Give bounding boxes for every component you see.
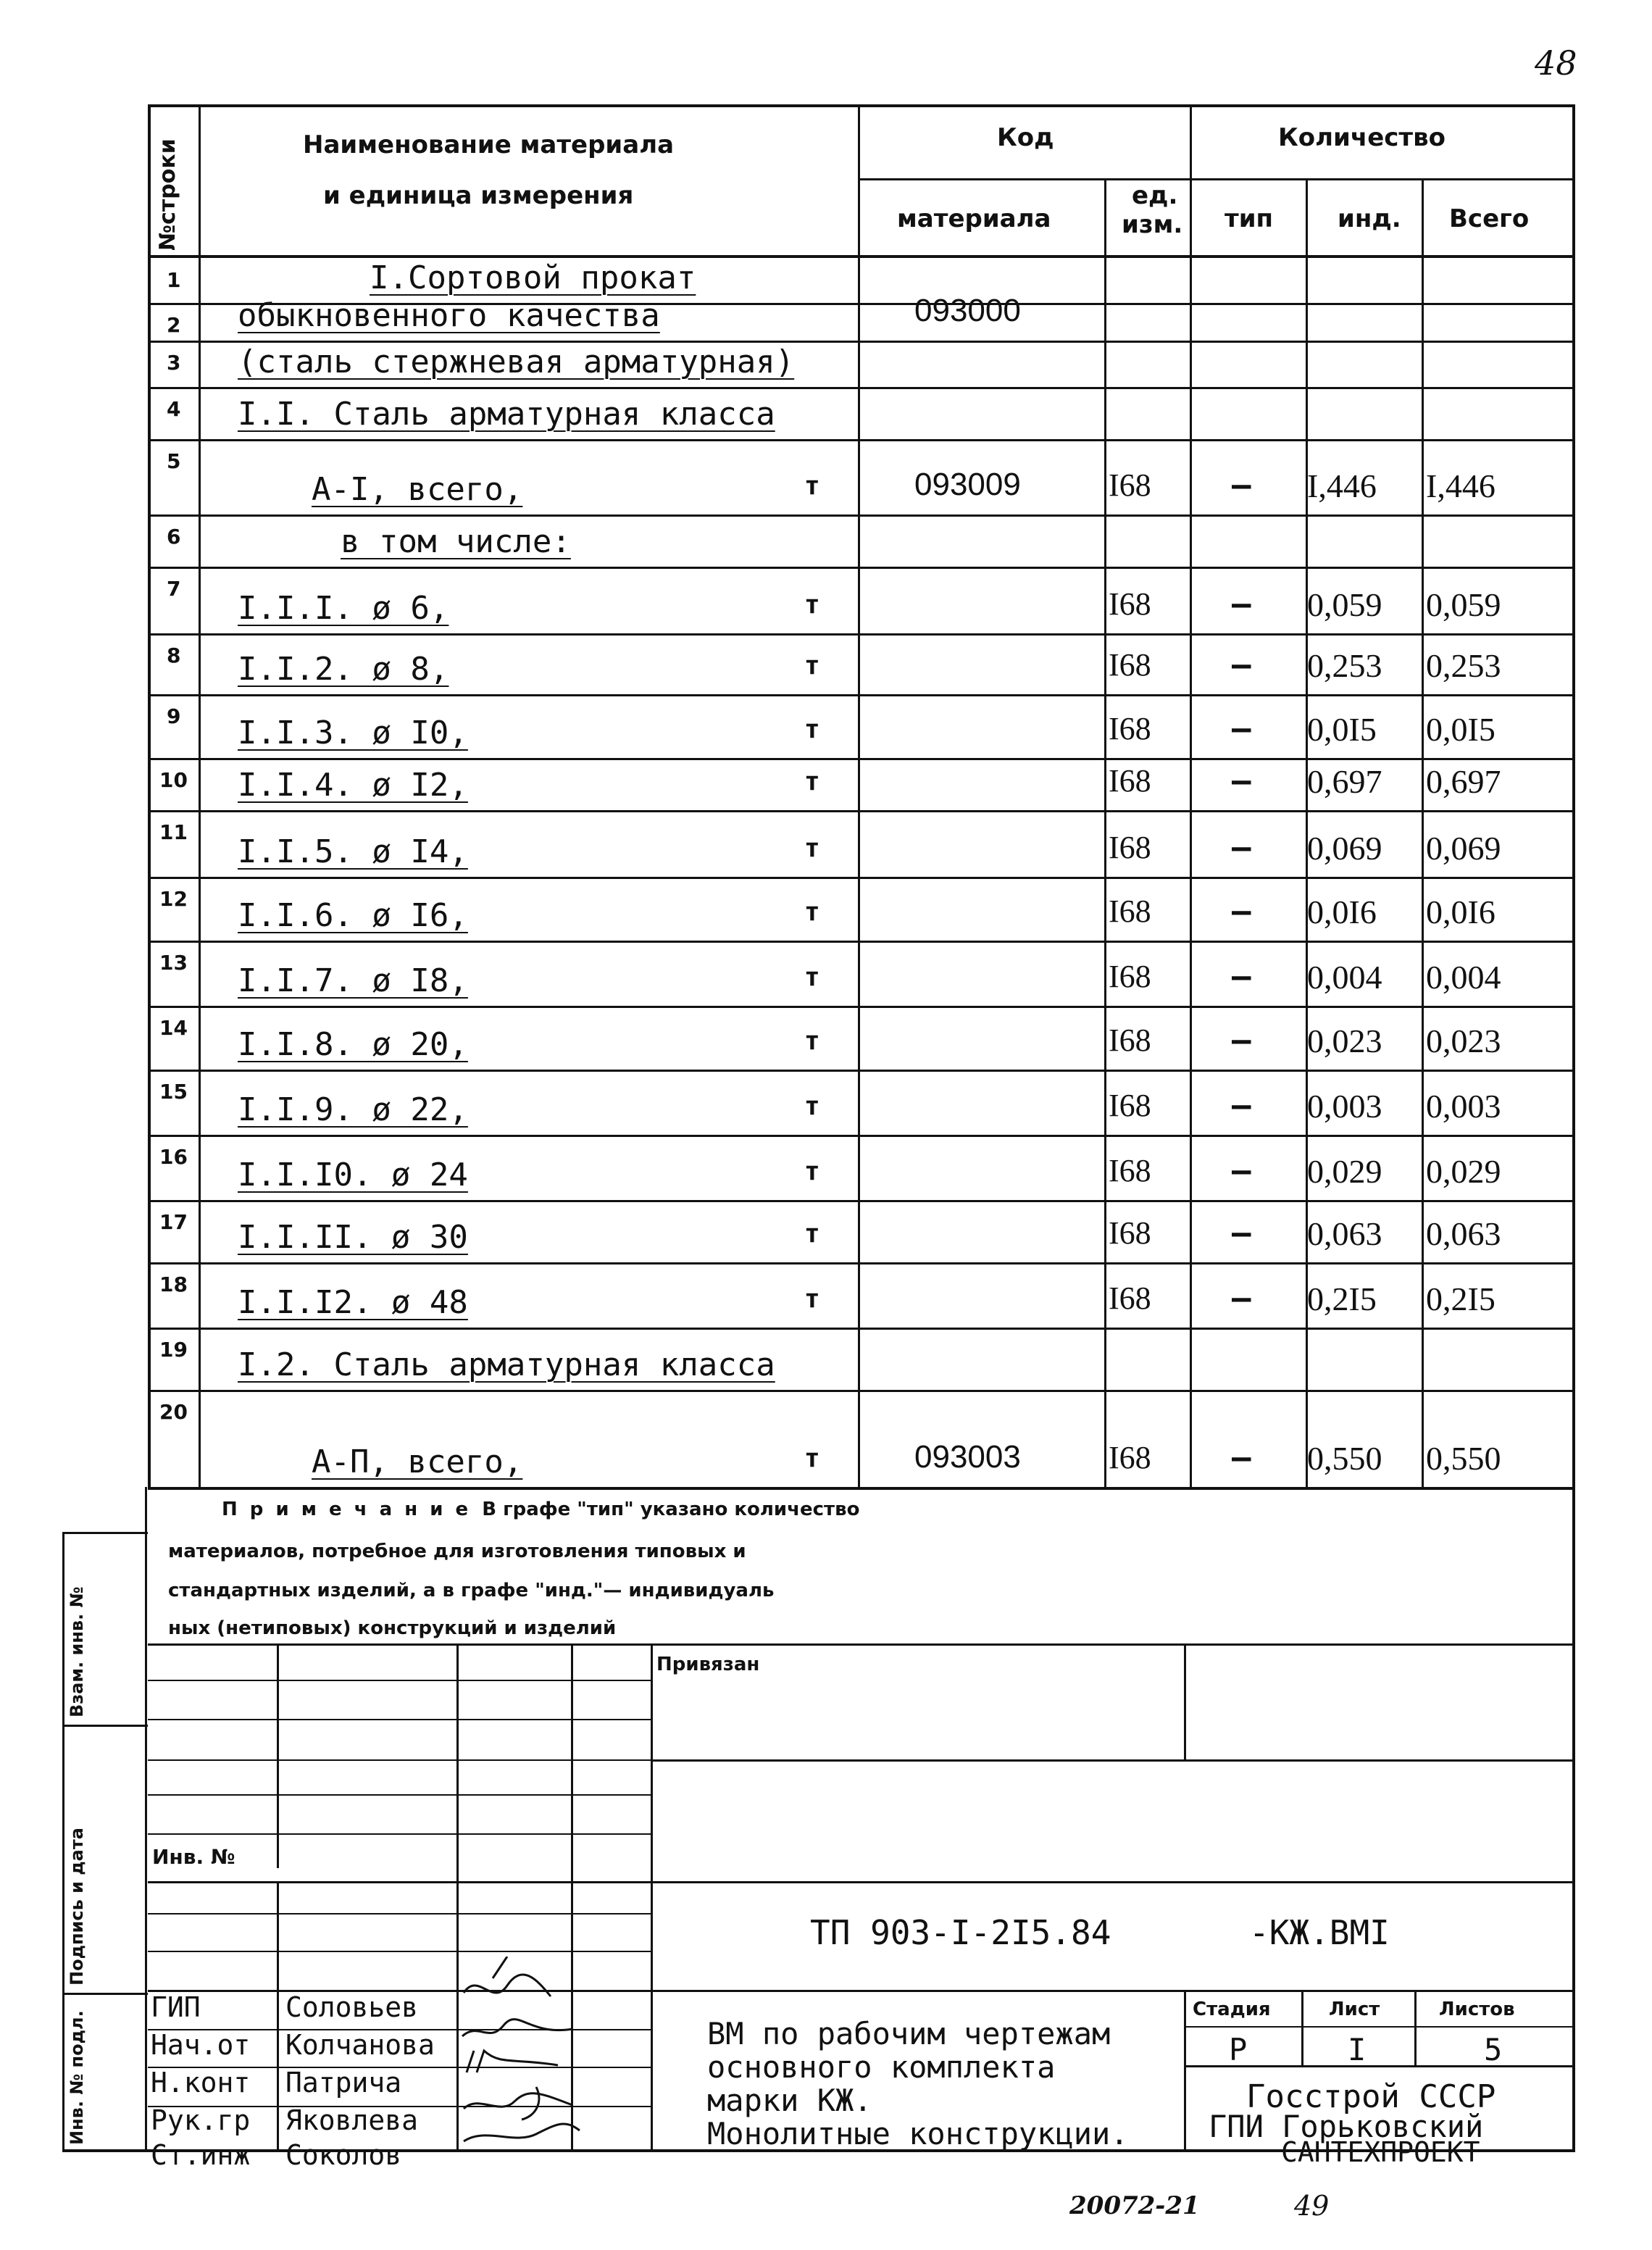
page-number: 48 <box>1535 43 1577 83</box>
row-ind: 0,253 <box>1307 647 1382 684</box>
row-ind: 0,697 <box>1307 763 1382 800</box>
row-code: 093009 <box>914 467 1021 502</box>
row-unit-symbol: т <box>804 714 820 744</box>
footer-code: 20072-21 <box>1069 2191 1200 2220</box>
row-unit: I68 <box>1109 467 1151 503</box>
header-unit-line1: ед. <box>1132 181 1178 210</box>
role-person: Соколов <box>285 2139 402 2171</box>
stage-value: Р <box>1229 2032 1248 2067</box>
row-ind: 0,023 <box>1307 1022 1382 1059</box>
row-number: 8 <box>167 643 181 667</box>
row-total: 0,253 <box>1426 647 1501 684</box>
row-type: – <box>1232 710 1251 747</box>
note-line2: материалов, потребное для изготовления типовых и <box>168 1541 746 1562</box>
side-label-podpis: Подпись и дата <box>67 1828 87 1986</box>
row-name: I.2. Сталь арматурная класса <box>238 1346 775 1383</box>
note-line1: В графе "тип" указано количество <box>482 1499 860 1520</box>
row-ind: 0,069 <box>1307 830 1382 867</box>
row-number: 7 <box>167 577 181 601</box>
row-ind: 0,0I6 <box>1307 893 1377 930</box>
side-label-inv-podl: Инв. № подл. <box>67 2010 87 2145</box>
row-ind: 0,0I5 <box>1307 711 1377 748</box>
row-unit-symbol: т <box>804 1026 820 1056</box>
row-type: – <box>1232 1280 1251 1317</box>
row-name: I.I.6. ø I6, <box>238 897 468 934</box>
row-name: I.I.3. ø I0, <box>238 714 468 751</box>
row-code: 093000 <box>914 293 1021 328</box>
row-code: 093003 <box>914 1439 1021 1475</box>
row-type: – <box>1232 1087 1251 1124</box>
role-person: Соловьев <box>285 1991 419 2023</box>
row-ind: 0,059 <box>1307 586 1382 623</box>
row-unit-symbol: т <box>804 471 820 501</box>
row-unit-symbol: т <box>804 1284 820 1314</box>
header-ind: инд. <box>1338 204 1401 233</box>
role-person: Яковлева <box>285 2104 419 2136</box>
row-name: (сталь стержневая арматурная) <box>238 343 795 380</box>
row-total: 0,550 <box>1426 1440 1501 1477</box>
role-person: Патрича <box>285 2067 402 2099</box>
row-unit: I68 <box>1109 830 1151 865</box>
row-name: I.I. Сталь арматурная класса <box>238 396 775 433</box>
row-number: 18 <box>159 1272 188 1296</box>
privyazan-label: Привязан <box>656 1654 760 1675</box>
row-type: – <box>1232 1439 1251 1476</box>
row-type: – <box>1232 762 1251 799</box>
signatures <box>449 1957 594 2145</box>
row-total: 0,697 <box>1426 763 1501 800</box>
org-line2: ГПИ Горьковский <box>1209 2109 1484 2144</box>
row-unit-symbol: т <box>804 833 820 863</box>
note-lead: П р и м е ч а н и е <box>222 1499 472 1520</box>
row-ind: 0,004 <box>1307 959 1382 996</box>
row-unit: I68 <box>1109 1153 1151 1188</box>
row-total: 0,2I5 <box>1426 1280 1495 1317</box>
row-name: I.I.7. ø I8, <box>238 962 468 999</box>
row-total: 0,023 <box>1426 1022 1501 1059</box>
row-number: 20 <box>159 1400 188 1424</box>
row-total: 0,063 <box>1426 1215 1501 1252</box>
row-unit: I68 <box>1109 763 1151 799</box>
row-unit: I68 <box>1109 1440 1151 1475</box>
row-type: – <box>1232 1152 1251 1189</box>
side-label-vzam: Взам. инв. № <box>67 1586 87 1717</box>
row-number: 2 <box>167 313 181 337</box>
row-type: – <box>1232 829 1251 866</box>
row-name: I.I.5. ø I4, <box>238 833 468 870</box>
header-name-line2: и единица измерения <box>323 181 634 210</box>
row-number: 19 <box>159 1338 188 1362</box>
row-number: 9 <box>167 704 181 728</box>
row-number: 1 <box>167 268 181 292</box>
row-ind: 0,029 <box>1307 1153 1382 1190</box>
note-line4: ных (нетиповых) конструкций и изделий <box>168 1617 617 1639</box>
doc-title-line4: Монолитные конструкции. <box>707 2116 1129 2151</box>
row-total: 0,003 <box>1426 1088 1501 1125</box>
row-number: 4 <box>167 397 181 421</box>
role-title: Нач.от <box>151 2029 251 2061</box>
row-unit: I68 <box>1109 1280 1151 1316</box>
row-unit-symbol: т <box>804 1219 820 1249</box>
sheet-label: Лист <box>1329 1999 1380 2020</box>
row-unit: I68 <box>1109 893 1151 929</box>
row-total: 0,004 <box>1426 959 1501 996</box>
org-line1: Госстрой СССР <box>1246 2078 1496 2115</box>
header-quantity: Количество <box>1278 123 1446 152</box>
row-number: 3 <box>167 351 181 375</box>
sheets-label: Листов <box>1439 1999 1515 2020</box>
inv-no-label: Инв. № <box>152 1845 235 1869</box>
row-type: – <box>1232 1022 1251 1059</box>
doc-title-line2: основного комплекта <box>707 2049 1056 2085</box>
row-type: – <box>1232 586 1251 622</box>
row-name: А-I, всего, <box>312 471 523 508</box>
role-title: Н.конт <box>151 2067 251 2099</box>
doc-code: ТП 903-I-2I5.84 <box>810 1913 1111 1952</box>
header-code: Код <box>997 123 1054 152</box>
footer-num: 49 <box>1294 2190 1330 2222</box>
row-name: I.I.I0. ø 24 <box>238 1157 468 1193</box>
stage-label: Стадия <box>1193 1999 1271 2020</box>
row-number: 15 <box>159 1080 188 1104</box>
row-total: 0,0I5 <box>1426 711 1495 748</box>
row-name: I.I.2. ø 8, <box>238 651 449 688</box>
row-unit-symbol: т <box>804 1157 820 1186</box>
header-total: Всего <box>1449 204 1530 233</box>
header-name-line1: Наименование материала <box>303 130 675 159</box>
row-unit-symbol: т <box>804 767 820 796</box>
doc-mark: -КЖ.ВМI <box>1249 1913 1390 1952</box>
row-number: 14 <box>159 1016 188 1040</box>
role-person: Колчанова <box>285 2029 435 2061</box>
row-type: – <box>1232 958 1251 995</box>
row-name: I.I.9. ø 22, <box>238 1091 468 1128</box>
doc-title-line1: ВМ по рабочим чертежам <box>707 2016 1111 2051</box>
row-number: 13 <box>159 951 188 975</box>
row-total: 0,069 <box>1426 830 1501 867</box>
row-type: – <box>1232 1214 1251 1251</box>
row-unit-symbol: т <box>804 897 820 927</box>
row-unit: I68 <box>1109 1215 1151 1251</box>
role-title: ГИП <box>151 1991 201 2023</box>
org-line3: САНТЕХПРОЕКТ <box>1281 2136 1480 2168</box>
row-total: 0,0I6 <box>1426 893 1495 930</box>
row-number: 5 <box>167 449 181 473</box>
row-unit: I68 <box>1109 1088 1151 1123</box>
row-unit-symbol: т <box>804 590 820 620</box>
sheets-value: 5 <box>1484 2032 1503 2067</box>
role-title: Ст.инж <box>151 2139 251 2171</box>
row-ind: I,446 <box>1307 467 1377 504</box>
row-number: 10 <box>159 768 188 792</box>
row-name: в том числе: <box>341 523 571 560</box>
header-unit-line2: изм. <box>1122 210 1183 239</box>
row-total: 0,059 <box>1426 586 1501 623</box>
row-ind: 0,063 <box>1307 1215 1382 1252</box>
row-type: – <box>1232 646 1251 683</box>
role-title: Рук.гр <box>151 2104 251 2136</box>
row-name: I.I.I. ø 6, <box>238 590 449 627</box>
row-name: I.I.8. ø 20, <box>238 1026 468 1063</box>
row-number: 17 <box>159 1210 188 1234</box>
header-row-no: №строки <box>155 138 180 251</box>
row-name: I.I.4. ø I2, <box>238 767 468 804</box>
row-type: – <box>1232 893 1251 930</box>
row-number: 11 <box>159 820 188 844</box>
row-name: I.I.I2. ø 48 <box>238 1284 468 1321</box>
row-number: 6 <box>167 525 181 549</box>
header-material: материала <box>897 204 1051 233</box>
row-total: 0,029 <box>1426 1153 1501 1190</box>
row-unit: I68 <box>1109 959 1151 994</box>
row-ind: 0,003 <box>1307 1088 1382 1125</box>
row-unit: I68 <box>1109 647 1151 683</box>
row-unit: I68 <box>1109 711 1151 746</box>
doc-title-line3: марки КЖ. <box>707 2083 872 2118</box>
row-unit-symbol: т <box>804 1091 820 1121</box>
row-unit-symbol: т <box>804 1443 820 1473</box>
row-unit: I68 <box>1109 586 1151 622</box>
row-number: 16 <box>159 1145 188 1169</box>
note-line3: стандартных изделий, а в графе "инд."— индивидуаль <box>168 1580 775 1601</box>
header-type: тип <box>1225 204 1274 233</box>
row-ind: 0,2I5 <box>1307 1280 1377 1317</box>
row-ind: 0,550 <box>1307 1440 1382 1477</box>
row-name: А-П, всего, <box>312 1443 523 1480</box>
row-name: I.Сортовой прокат <box>370 259 696 296</box>
row-type: – <box>1232 467 1251 504</box>
row-total: I,446 <box>1426 467 1495 504</box>
row-number: 12 <box>159 887 188 911</box>
sheet-value: I <box>1348 2032 1367 2067</box>
row-unit-symbol: т <box>804 962 820 992</box>
row-unit: I68 <box>1109 1022 1151 1058</box>
row-unit-symbol: т <box>804 651 820 680</box>
row-name: I.I.II. ø 30 <box>238 1219 468 1256</box>
row-name: обыкновенного качества <box>238 297 660 334</box>
